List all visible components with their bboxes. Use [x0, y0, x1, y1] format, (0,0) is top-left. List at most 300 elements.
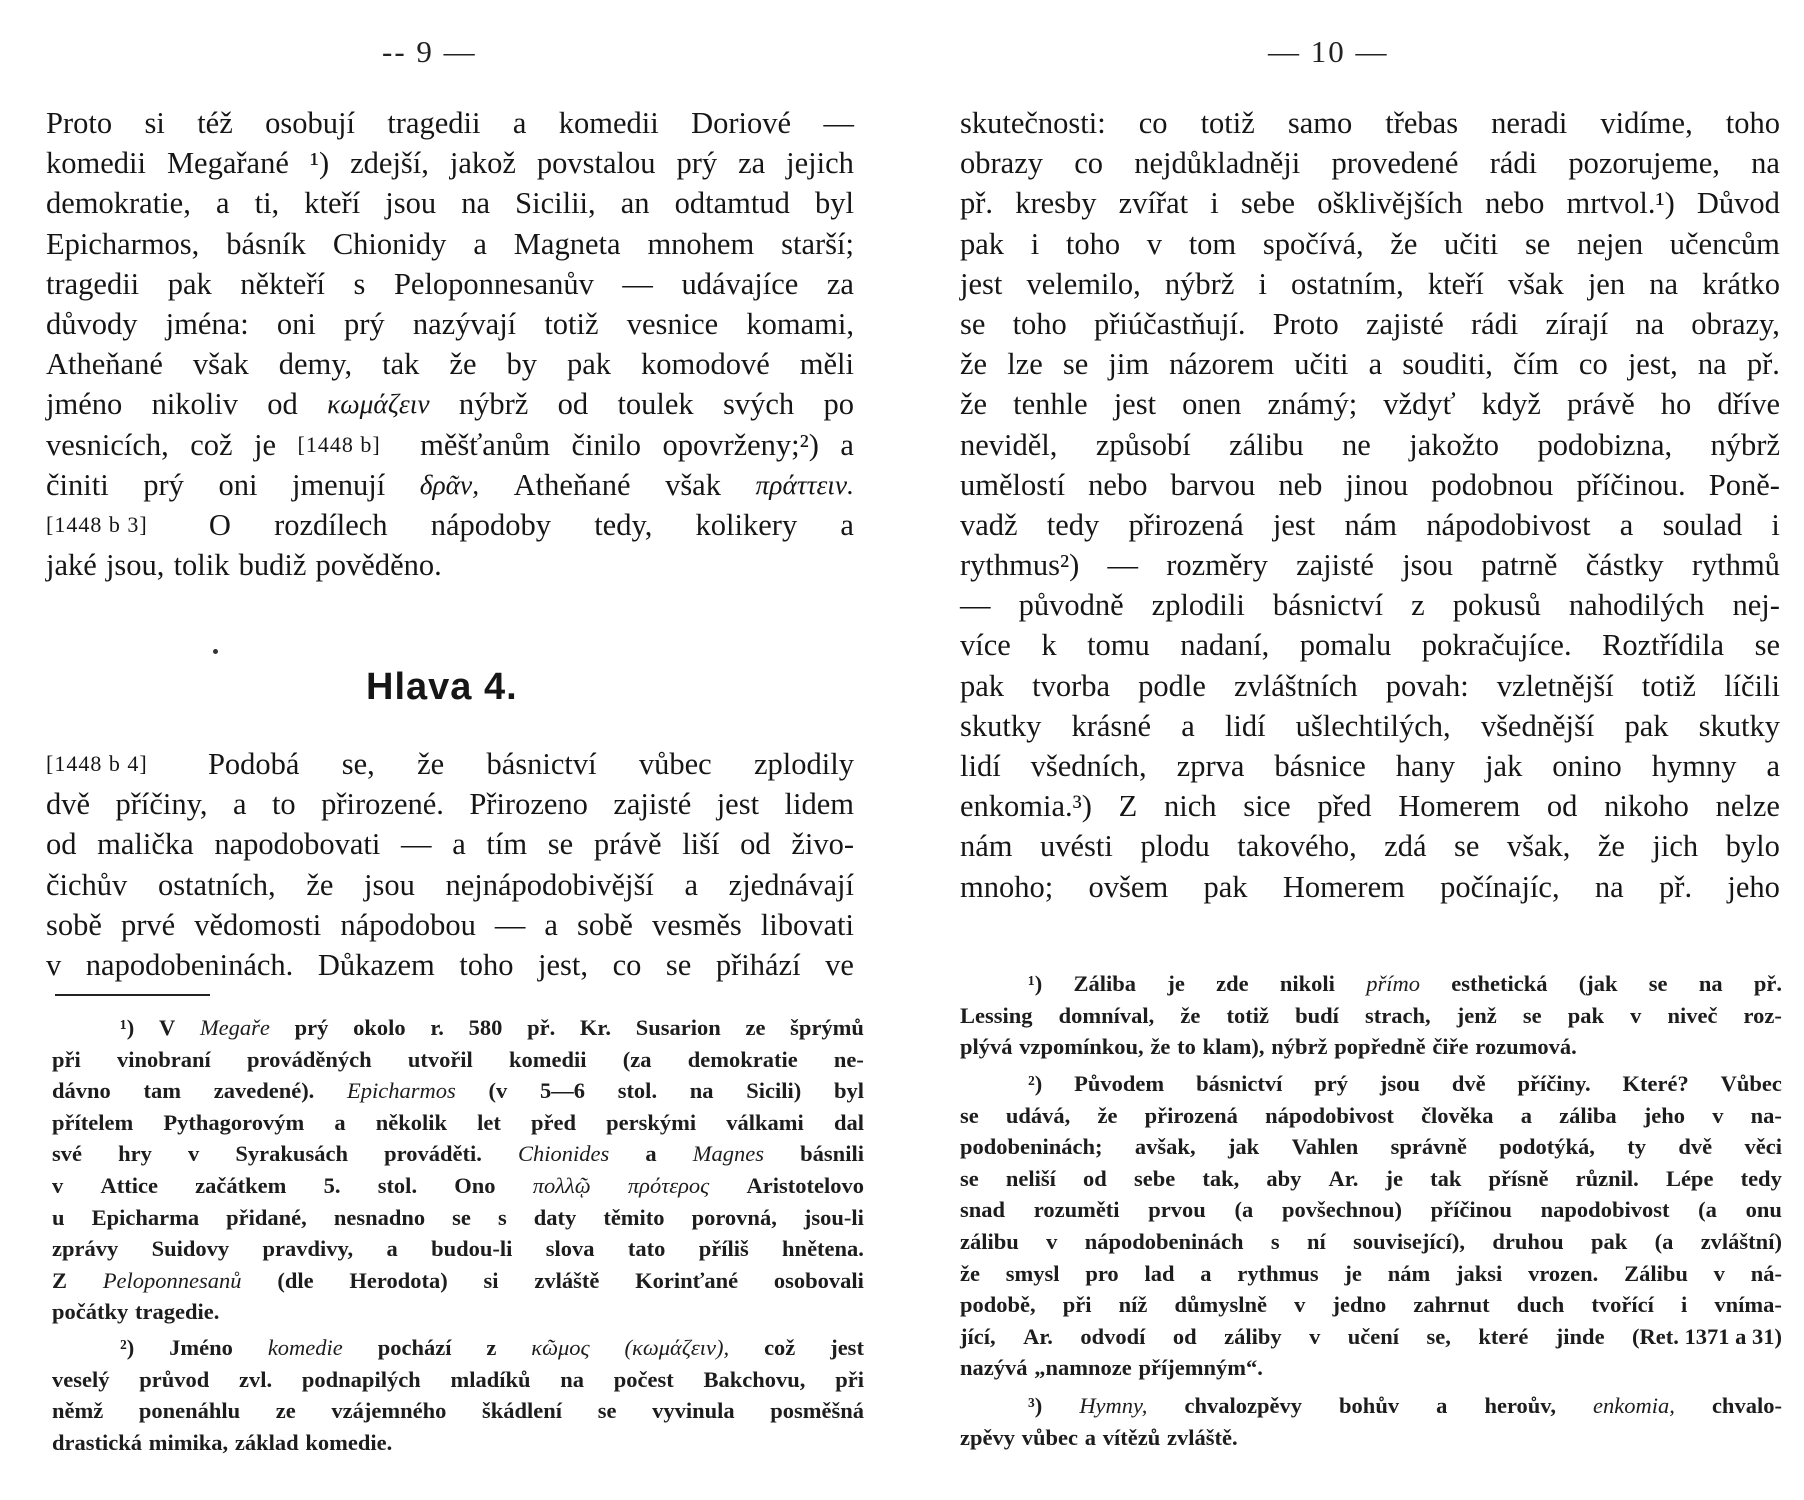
word: se [547, 827, 574, 862]
text-line [960, 1422, 1782, 1454]
word: neliší [1005, 1165, 1056, 1191]
word: nazývá [960, 1355, 1028, 1381]
word: rozdílech [274, 507, 388, 542]
word: porovná, [691, 1204, 777, 1230]
footnote-2 [52, 1332, 864, 1458]
word: se, [341, 747, 375, 781]
word: jsou [1402, 548, 1454, 583]
word: Ar. [1023, 1323, 1053, 1349]
word: též [197, 106, 233, 140]
word: skutečnosti: [960, 106, 1106, 140]
word: enkomia, [1593, 1393, 1675, 1418]
word: a [1368, 347, 1383, 382]
word: že [960, 1260, 980, 1286]
text-line [46, 545, 854, 585]
word: pak [960, 668, 1005, 703]
word: Proto [46, 106, 113, 140]
word: jinou [1345, 467, 1409, 502]
word: hymny [1651, 749, 1737, 783]
word: v [1712, 1102, 1724, 1128]
word: (dle [277, 1267, 314, 1293]
text-line [960, 545, 1780, 585]
word: nápodobivost [1265, 1102, 1394, 1128]
word: (za [622, 1046, 652, 1072]
word: na [1697, 347, 1727, 382]
word: průvod [139, 1366, 210, 1392]
word: čím [1513, 347, 1559, 382]
footnote-3 [960, 1390, 1782, 1453]
text-line [960, 625, 1780, 665]
word: tak [1430, 1165, 1462, 1191]
word: Jméno [169, 1335, 233, 1360]
word: by [506, 347, 537, 382]
word: tato [627, 1236, 666, 1262]
word: jich [1652, 829, 1699, 864]
word: to [1177, 1034, 1196, 1060]
word: je [1385, 1165, 1403, 1191]
word: níž [1118, 1292, 1148, 1318]
word: vědomosti [194, 907, 322, 942]
word: i [1771, 507, 1780, 542]
word: nejnápodobivější [445, 867, 654, 902]
word: byl [833, 1078, 864, 1104]
word: toulek [617, 387, 694, 422]
word: udává, [1005, 1102, 1071, 1128]
word: rádi [1470, 306, 1519, 341]
word: Korinťané [635, 1267, 739, 1293]
text-line [960, 304, 1780, 344]
word: škádlení [482, 1398, 563, 1424]
word: a [1084, 1424, 1096, 1450]
word: (a [1698, 1197, 1717, 1223]
word: člověka [1421, 1102, 1494, 1128]
word: Chionidy [332, 226, 447, 261]
word: zírají [1545, 306, 1609, 341]
word: dvě [1678, 1134, 1713, 1160]
word: někteří [240, 266, 325, 301]
word: byl [815, 186, 854, 221]
word: soulad [1662, 507, 1743, 542]
text-line [46, 143, 854, 183]
word: důvody [46, 306, 138, 341]
word: Homerem [1398, 789, 1521, 824]
word: jící, [960, 1323, 996, 1349]
word: nápodobivost [1426, 507, 1591, 542]
word: které [1478, 1323, 1529, 1349]
word: od [557, 387, 589, 422]
word: demy, [278, 347, 353, 382]
word: se [452, 1204, 471, 1230]
word: umělostí [960, 467, 1066, 502]
word: zálibu [960, 1228, 1019, 1254]
word: (a [1234, 1197, 1254, 1223]
word: [1448 b] [297, 431, 381, 457]
word: ¹) [309, 146, 330, 181]
word: posměšná [770, 1398, 864, 1424]
word: ostatním, [1291, 266, 1404, 301]
word: Přirozeno [469, 787, 588, 822]
word: rozměry [1166, 548, 1268, 583]
word: nebo [1088, 467, 1148, 502]
word: nýbrž [1164, 266, 1235, 301]
word: provedené [1331, 146, 1459, 181]
word: na [1594, 869, 1624, 904]
word: jsou [385, 186, 437, 221]
word: Syrakusách [235, 1141, 348, 1167]
word: příčiny, [115, 787, 208, 822]
word: svých [723, 387, 795, 422]
word: zvířat [1118, 186, 1189, 221]
word: hany [1395, 749, 1456, 783]
word: Aristotelovo [746, 1172, 864, 1198]
word: pak [960, 226, 1005, 261]
word: tragedie. [135, 1299, 220, 1325]
word: třebas [1385, 106, 1459, 140]
word: drastická [52, 1429, 142, 1455]
word: nám [960, 829, 1013, 864]
word: známý; [1267, 387, 1358, 422]
word: po [823, 387, 854, 422]
word: že [960, 387, 988, 422]
word: komedii [46, 146, 146, 181]
word: Peloponnesanův [393, 266, 594, 301]
word: 5. [323, 1172, 341, 1198]
word: v [1046, 1228, 1058, 1254]
text-line [960, 465, 1780, 505]
word: tom [1188, 226, 1237, 261]
word: přiúčastňují. [1093, 306, 1246, 341]
word: př. [527, 1015, 556, 1040]
word: [1448 b 4] [46, 751, 148, 776]
word: se [665, 947, 692, 982]
word: živo- [791, 827, 854, 862]
word: Magnes [692, 1141, 765, 1167]
word: a [215, 186, 230, 221]
word: podobizna, [1537, 427, 1673, 462]
word: zajisté [1365, 306, 1444, 341]
text-line [960, 425, 1780, 465]
word: a [840, 427, 854, 462]
word: dvě [1451, 1071, 1486, 1096]
word: se [960, 306, 986, 341]
text-line [46, 224, 854, 264]
word: s [497, 1204, 507, 1230]
word: a [473, 226, 487, 261]
text-line [960, 183, 1780, 223]
word: u [52, 1204, 65, 1230]
chapter-heading: Hlava 4. [366, 666, 518, 708]
word: budou-li [431, 1236, 513, 1262]
text-line [960, 746, 1780, 786]
word: což [190, 427, 233, 462]
word: πολλῷ [532, 1172, 591, 1198]
text-line [52, 1202, 864, 1234]
text-line [46, 384, 854, 424]
word: komodové [640, 347, 770, 382]
word: budí [1295, 1002, 1339, 1028]
word: všedních, [1030, 749, 1147, 783]
word: [1448 b 3] [46, 511, 148, 537]
word: tomu [1087, 628, 1150, 663]
word: plývá [960, 1034, 1013, 1060]
word: jak [1227, 1134, 1260, 1160]
word: Roztřídila [1602, 628, 1725, 663]
word: a [512, 106, 527, 140]
word: ne [1342, 427, 1371, 462]
word: krásné [1071, 708, 1152, 743]
word: básnice [1274, 749, 1366, 783]
word: nýbrž [1271, 1034, 1328, 1060]
word: tvořící [1591, 1292, 1654, 1318]
footnote-2 [960, 1068, 1782, 1384]
word: komedie [267, 1335, 343, 1360]
word: demokratie [687, 1046, 798, 1072]
word: je [254, 427, 277, 462]
word: malička [97, 827, 194, 862]
word: přihází [715, 947, 801, 982]
word: ponenáhlu [138, 1398, 241, 1424]
word: z [1411, 588, 1425, 623]
text-line [960, 1390, 1782, 1422]
word: druhou [1492, 1228, 1564, 1254]
word: Které? [1622, 1071, 1689, 1096]
word: na [1751, 146, 1780, 181]
word: Attice [100, 1172, 158, 1198]
word: souditi, [1402, 347, 1493, 382]
text-line [52, 1296, 864, 1328]
word: a [232, 787, 247, 822]
body-text [960, 103, 1780, 907]
word: zvláštních [1233, 668, 1358, 703]
word: komedii [509, 1046, 587, 1072]
word: nám [1387, 1260, 1431, 1286]
word: mladíků [450, 1366, 531, 1392]
text-line [52, 1044, 864, 1076]
text-line [960, 867, 1780, 907]
text-line [960, 1352, 1782, 1384]
text-line [960, 384, 1780, 424]
word: Důvod [1696, 186, 1780, 221]
word: enkomia.³) [960, 789, 1092, 824]
word: jsou-li [803, 1204, 864, 1230]
word: se [1648, 971, 1668, 996]
word: opovrženy;²) [662, 427, 819, 462]
word: sebe [1133, 1165, 1176, 1191]
word: domníval, [1058, 1002, 1155, 1028]
word: kteří [1427, 266, 1484, 301]
word: perskými [606, 1109, 697, 1135]
word: při [835, 1366, 864, 1392]
word: od [267, 387, 298, 422]
word: „namnoze [1034, 1355, 1132, 1381]
word: rozuměti [1033, 1197, 1120, 1223]
word: jest [960, 266, 1003, 301]
word: básnili [800, 1141, 864, 1167]
word: v [1713, 1260, 1725, 1286]
word: pro [1085, 1260, 1119, 1286]
text-line [960, 224, 1780, 264]
word: nikoho [1604, 789, 1689, 824]
word: onen [1182, 387, 1242, 422]
word: jeho [1643, 1102, 1686, 1128]
word: se [1062, 347, 1089, 382]
word: an [620, 186, 650, 221]
text-line [46, 505, 854, 545]
word: — [494, 907, 526, 942]
text-line [960, 706, 1780, 746]
text-line [960, 1194, 1782, 1226]
word: uvésti [1039, 829, 1113, 864]
word: Herodota) [349, 1267, 448, 1293]
text-line [960, 1031, 1782, 1063]
word: pak [1590, 1228, 1628, 1254]
word: záliba [1559, 1102, 1617, 1128]
word: se [1754, 628, 1780, 663]
text-line [960, 826, 1780, 866]
word: onino [1552, 749, 1622, 783]
word: πράττειν. [755, 469, 854, 500]
word: smysl [1005, 1260, 1060, 1286]
word: Atheňané [46, 347, 163, 382]
word: bylo [1725, 829, 1780, 864]
word: od [1172, 1323, 1197, 1349]
word: hnětena. [782, 1236, 864, 1262]
word: jsou [364, 867, 415, 902]
word: nich [1164, 789, 1217, 824]
word: podnapilých [301, 1366, 421, 1392]
word: že [1150, 1034, 1171, 1060]
word: krátko [1702, 266, 1780, 301]
word: zvl. [239, 1366, 273, 1392]
word: obrazy, [1691, 306, 1780, 341]
word: — [960, 588, 991, 623]
word: od [46, 827, 77, 862]
word: na [1698, 971, 1723, 996]
word: stol. [617, 1078, 658, 1104]
word: mimika, [148, 1429, 229, 1455]
word: tak [382, 347, 420, 382]
word: totiž [1200, 106, 1255, 140]
word: se [960, 1165, 979, 1191]
word: se [1522, 1002, 1542, 1028]
word: mnohem [647, 226, 755, 261]
text-line [46, 183, 854, 223]
word: niveč [1667, 1002, 1718, 1028]
word: nýbrž [458, 387, 529, 422]
word: za [738, 146, 766, 181]
word: od [1546, 789, 1578, 824]
word: napodobovati [214, 827, 381, 862]
word: básnictví [486, 747, 597, 781]
text-line [46, 103, 854, 143]
word: př. [960, 186, 994, 221]
word: učencům [1669, 226, 1780, 261]
word: totiž [1226, 1002, 1269, 1028]
word: Doriové [691, 106, 792, 140]
word: nám [1344, 507, 1397, 542]
word: nebo [1485, 186, 1545, 221]
word: podobeninách; [960, 1134, 1103, 1160]
word: jeho [1727, 869, 1780, 904]
word: komedie. [305, 1429, 393, 1455]
word: Hymny, [1079, 1393, 1148, 1418]
word: učiti [1294, 347, 1349, 382]
text-line [52, 1265, 864, 1297]
text-line [960, 1068, 1782, 1100]
word: při [1062, 1292, 1092, 1318]
word: Epicharma [91, 1204, 200, 1230]
text-line [960, 344, 1780, 384]
text-line [960, 1163, 1782, 1195]
word: nejen [1577, 226, 1644, 261]
text-line [46, 344, 854, 384]
word: Megaře [199, 1015, 270, 1040]
word: zpěvy [960, 1424, 1015, 1450]
word: nej- [1732, 588, 1780, 623]
word: takového, [1237, 829, 1357, 864]
text-line [52, 1332, 864, 1364]
word: se [960, 1102, 979, 1128]
text-line [46, 304, 854, 344]
word: za [826, 266, 854, 301]
word: ²) [120, 1335, 135, 1360]
word: jméno [46, 387, 123, 422]
word: před [1317, 789, 1372, 824]
word: oni [276, 306, 316, 341]
text-line [46, 824, 854, 864]
word: ovšem [1088, 869, 1169, 904]
word: popředně [1334, 1034, 1426, 1060]
word: nýbrž [1710, 427, 1780, 462]
word: tak, [1202, 1165, 1240, 1191]
word: způsobí [1095, 427, 1191, 462]
word: (a [1654, 1228, 1674, 1254]
word: neb [1278, 467, 1323, 502]
word: skutky [960, 708, 1042, 743]
word: Proto [1272, 306, 1339, 341]
word: několik [375, 1109, 447, 1135]
word: chvalo- [1711, 1393, 1782, 1418]
word: dal [833, 1109, 864, 1135]
word: jest [830, 1335, 864, 1360]
word: podobnou [1431, 467, 1554, 502]
word: na- [1750, 1102, 1782, 1128]
word: plodu [1140, 829, 1210, 864]
word: v [1294, 1292, 1306, 1318]
word: jakož [449, 146, 516, 181]
word: pomalu [1299, 628, 1392, 663]
word: jen [1587, 266, 1626, 301]
word: básnictví [1196, 1071, 1283, 1096]
word: bohův [1339, 1393, 1400, 1418]
word: mrtvol.¹) [1566, 186, 1675, 221]
word: počest [613, 1366, 674, 1392]
word: Epicharmos, [46, 226, 200, 261]
word: jest [1113, 387, 1157, 422]
word: nápodobeninách [1084, 1228, 1244, 1254]
word: jest, [1627, 347, 1678, 382]
word: zprva [1176, 749, 1245, 783]
word: podle [1138, 668, 1206, 703]
word: příčiny. [1517, 1071, 1591, 1096]
word: se [1524, 226, 1551, 261]
word: kresby [1015, 186, 1097, 221]
word: klam), [1202, 1034, 1265, 1060]
word: rádi [1489, 146, 1538, 181]
word: pokusů [1452, 588, 1541, 623]
word: př. [1746, 347, 1780, 382]
word: pak [566, 347, 611, 382]
